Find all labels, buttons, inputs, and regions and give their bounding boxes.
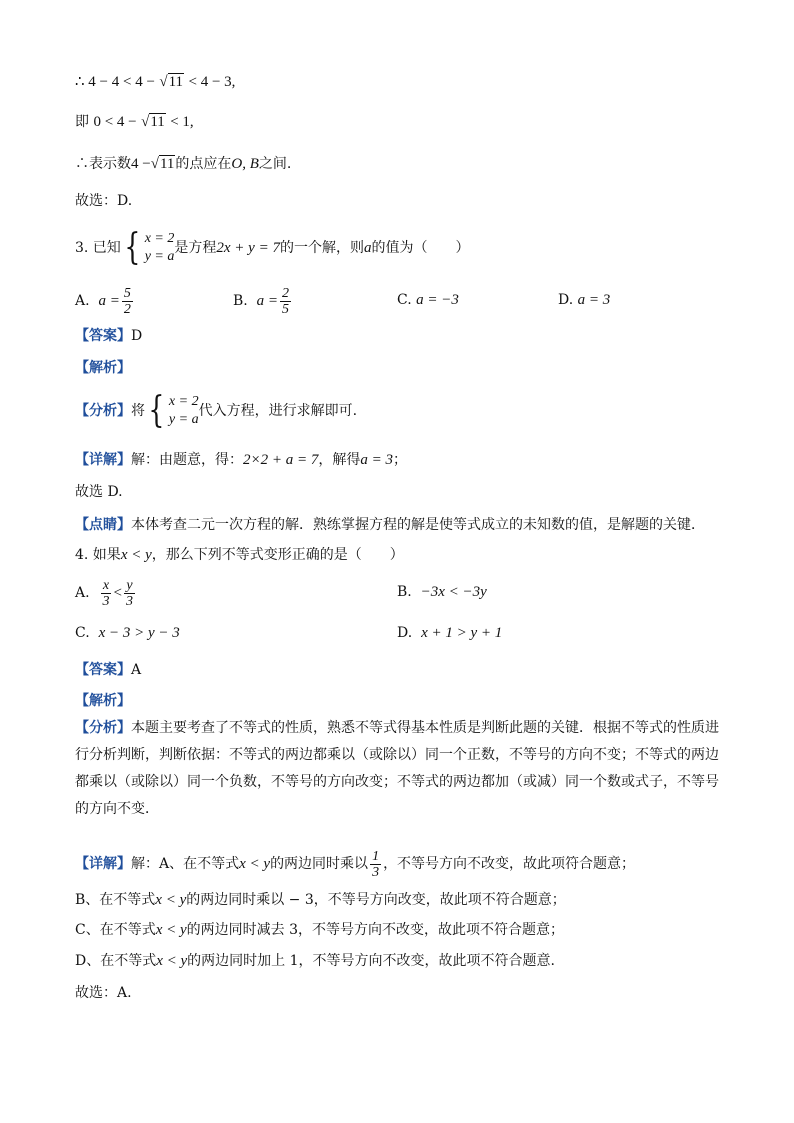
q4-option-d-label: D. (397, 625, 413, 641)
q3-sys-row-1: x = 2 (144, 231, 175, 246)
q3-dianjing (75, 515, 705, 535)
q3-fenxi-system (145, 390, 199, 431)
q4-detail-2-b: 的两边同时乘以 − 3，不等号方向改变，故此项不符合题意； (186, 892, 566, 908)
q4-detail-3-cond: x < y (155, 922, 187, 938)
q4-option-d-value: x + 1 > y + 1 (421, 625, 503, 641)
q3-option-b-label: B. (233, 293, 248, 309)
q3-detail-res: a = 3 (360, 452, 393, 468)
q3-detail-b: ，解得 (318, 452, 361, 468)
q4-detail-1-cond: x < y (239, 856, 271, 872)
q3-fenxi-a: 将 (131, 403, 145, 419)
q4-option-c-label: C. (75, 625, 90, 641)
prev-line-3 (75, 154, 291, 174)
q4-detail-2 (75, 890, 566, 910)
answer-tag: 【答案】 (75, 662, 131, 678)
q4-detail-1-b: 的两边同时乘以 (270, 856, 369, 872)
fraction-denominator: 3 (125, 593, 133, 609)
q4-detail-2-cond: x < y (155, 892, 187, 908)
prev-line-2-b: 0 < 4 − (93, 114, 137, 130)
q4-number: 4. 如果 (75, 547, 121, 563)
q3-detail-a: 解：由题意，得： (131, 452, 243, 468)
fraction-numerator: 1 (372, 848, 380, 864)
q4-option-a (75, 576, 137, 610)
q4-detail-4 (75, 951, 555, 971)
q4-analysis-heading (75, 691, 131, 711)
fraction-denominator: 2 (123, 301, 131, 317)
q3-option-c-label: C. (397, 292, 412, 308)
q3-fenxi-sys-row-1: x = 2 (168, 394, 199, 409)
q4-condition: x < y (120, 547, 152, 563)
analysis-tag: 【解析】 (75, 360, 131, 376)
q3-text-c: 的值为（ ） (371, 240, 470, 256)
fraction-numerator: 2 (282, 285, 290, 301)
q3-analysis-heading (75, 358, 131, 378)
q3-equation-system (121, 227, 175, 268)
q4-answer (75, 660, 141, 680)
q4-text: ，那么下列不等式变形正确的是（ ） (151, 547, 404, 563)
q4-answer-value: A (131, 662, 142, 678)
prev-line-3-d: O, B (231, 156, 259, 172)
q4-option-c-value: x − 3 > y − 3 (98, 625, 180, 641)
q3-text-b: 的一个解，则 (279, 240, 364, 256)
q3-dianjing-text: 本体考查二元一次方程的解．熟练掌握方程的解是使等式成立的未知数的值，是解题的关键． (131, 517, 705, 533)
q4-option-a-frac-1 (100, 578, 111, 609)
dianjing-tag: 【点睛】 (75, 517, 131, 533)
q3-choose: 故选 D. (75, 484, 123, 500)
detail-tag: 【详解】 (75, 856, 131, 872)
q4-detail-2-a: B、在不等式 (75, 892, 156, 908)
q4-stem (75, 545, 404, 565)
prev-line-1 (75, 72, 235, 92)
fraction-numerator: 5 (123, 285, 131, 301)
q3-option-b-fraction (280, 286, 291, 317)
q4-option-b-label: B. (397, 584, 412, 600)
sqrt-symbol: √11 (159, 74, 184, 90)
q3-fenxi-sys-row-2: y = a (168, 412, 199, 427)
prev-line-2 (75, 112, 194, 132)
q3-option-b (233, 284, 293, 318)
fraction-numerator: y (126, 577, 133, 593)
fenxi-tag: 【分析】 (75, 403, 131, 419)
q3-detail-eq: 2×2 + a = 7 (243, 452, 319, 468)
q3-fenxi-b: 代入方程，进行求解即可. (198, 403, 358, 419)
q4-detail-4-a: D、在不等式 (75, 953, 157, 969)
q4-detail-3 (75, 920, 564, 940)
sqrt-symbol: √11 (150, 156, 175, 172)
q3-sys-row-2: y = a (144, 249, 175, 264)
q4-option-a-frac-2 (124, 578, 135, 609)
q3-option-b-lhs: a = (256, 293, 279, 309)
prev-line-3-c: 的点应在 (175, 156, 232, 172)
q3-option-d-label: D. (558, 292, 574, 308)
fraction-denominator: 3 (102, 593, 110, 609)
q3-option-d-value: a = 3 (577, 292, 611, 308)
prev-line-4: 故选：D. (75, 193, 133, 209)
q3-answer (75, 326, 142, 346)
fraction-denominator: 3 (372, 864, 380, 880)
prev-line-1-a: ∴ 4 − 4 < 4 − (75, 74, 155, 90)
q4-option-b-value: −3x < −3y (420, 584, 487, 600)
q4-detail-3-b: 的两边同时减去 3，不等号方向不改变，故此项不符合题意； (186, 922, 565, 938)
analysis-tag: 【解析】 (75, 693, 131, 709)
prev-line-1-b: < 4 − 3, (188, 74, 236, 90)
q3-fenxi (75, 391, 357, 431)
prev-line-3-b: 4 − (131, 156, 151, 172)
prev-line-3-radicand: 11 (159, 156, 175, 172)
q3-text-a: 是方程 (174, 240, 217, 256)
q4-option-a-relation: < (113, 585, 122, 601)
q3-detail-c: ； (393, 452, 407, 468)
q4-detail-1-c: ，不等号方向不改变，故此项符合题意； (383, 856, 636, 872)
q3-option-a-fraction (122, 286, 133, 317)
q4-detail-4-cond: x < y (156, 953, 188, 969)
q3-number: 3. 已知 (75, 240, 121, 256)
fraction-denominator: 5 (282, 301, 290, 317)
q3-option-c (397, 290, 459, 310)
prev-line-3-a: ∴表示数 (75, 156, 131, 172)
q3-detail (75, 450, 407, 470)
q4-detail-4-b: 的两边同时加上 1，不等号方向不改变，故此项不符合题意. (187, 953, 555, 969)
q4-detail-1-fraction (370, 849, 381, 880)
q3-variable: a (363, 240, 372, 256)
q3-answer-value: D (131, 328, 143, 344)
q4-option-b (397, 582, 487, 602)
q3-option-c-value: a = −3 (416, 292, 459, 308)
q4-option-a-label: A. (75, 585, 90, 601)
q3-equation: 2x + y = 7 (216, 240, 280, 256)
prev-line-2-a: 即 (75, 114, 89, 130)
q3-option-a-lhs: a = (98, 293, 120, 309)
left-brace-icon: { (148, 390, 165, 431)
prev-line-1-radicand: 11 (168, 74, 184, 90)
q3-option-d (558, 290, 610, 310)
q3-stem (75, 228, 469, 268)
q3-option-a-label: A. (75, 293, 90, 309)
q4-detail-1 (75, 846, 635, 882)
fraction-numerator: x (102, 577, 110, 593)
q3-option-a (75, 284, 135, 318)
q4-detail-3-a: C、在不等式 (75, 922, 156, 938)
q4-fenxi-text: 本题主要考查了不等式的性质，熟悉不等式得基本性质是判断此题的关键．根据不等式的性质进行分析判断，判断依据：不等式的两边都乘以（或除以）同一个正数，不等号的方向不变；不等式的两边都乘以（或除以）同一个负数，不等号的方向改变；不等式的两边都加（或减）同一个数或式子，不等号的方向不变． (75, 720, 719, 817)
q4-option-c (75, 623, 180, 643)
prev-line-3-e: 之间. (258, 156, 292, 172)
q4-option-d (397, 623, 502, 643)
answer-tag: 【答案】 (75, 328, 131, 344)
prev-line-2-radicand: 11 (150, 114, 165, 130)
detail-tag: 【详解】 (75, 452, 131, 468)
left-brace-icon: { (124, 227, 141, 268)
q4-choose: 故选：A. (75, 985, 132, 1001)
sqrt-symbol: √11 (141, 114, 165, 130)
q4-detail-1-a: 解：A、在不等式 (131, 856, 240, 872)
q4-fenxi (75, 715, 725, 823)
prev-line-2-c: < 1, (170, 114, 194, 130)
fenxi-tag: 【分析】 (75, 720, 131, 736)
